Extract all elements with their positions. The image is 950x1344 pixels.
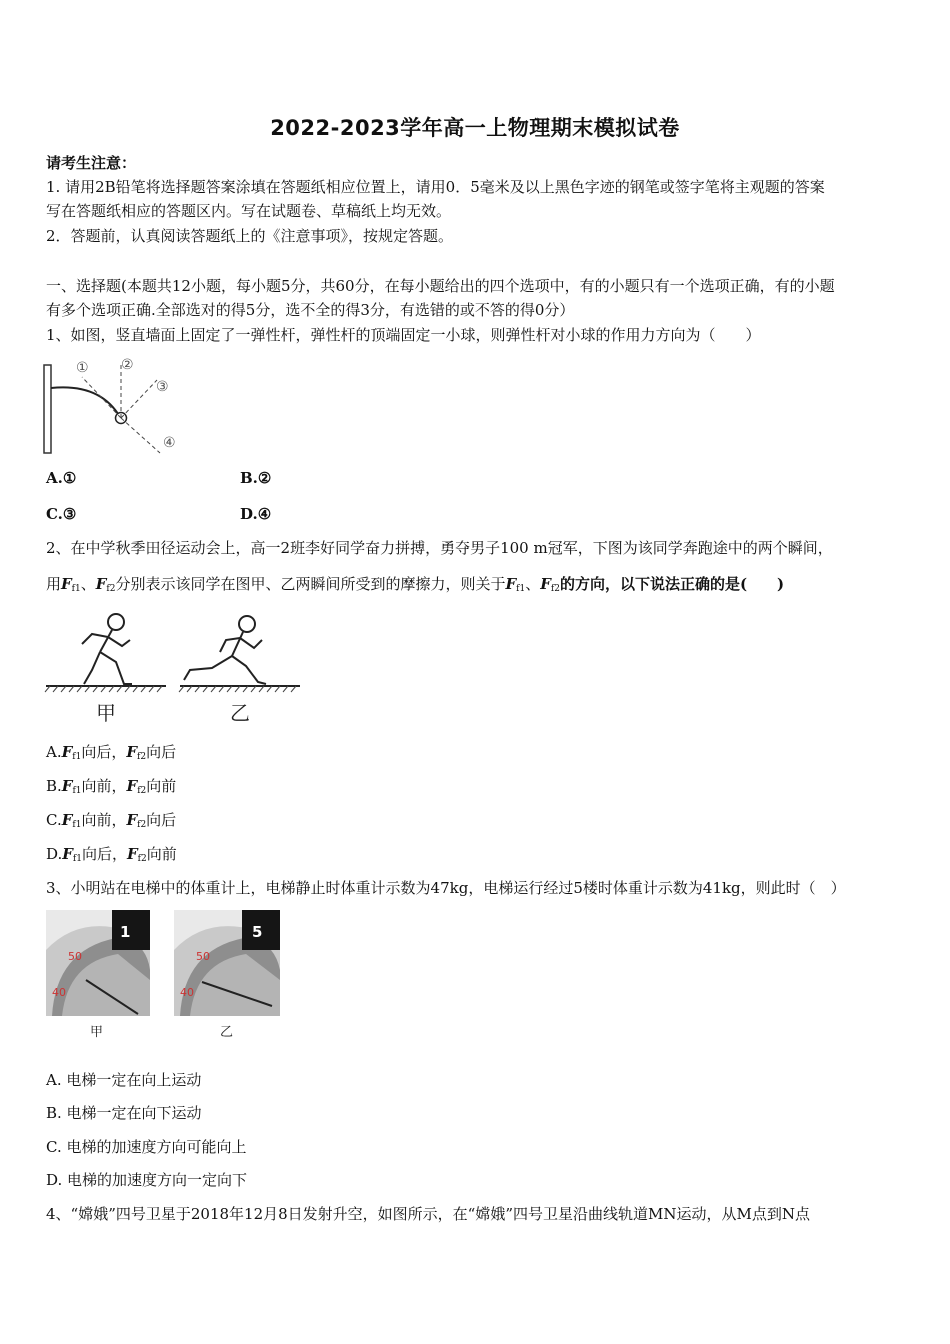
q2-option-a[interactable]: $A.F_{f1}$向后，$F_{f2}$向后 <box>46 743 177 762</box>
q3-option-b[interactable]: B. 电梯一定在向下运动 <box>46 1104 202 1122</box>
label-3: ③ <box>156 379 169 395</box>
notice-item: 1. 请用2B铅笔将选择题答案涂填在答题纸相应位置上，请用0．5毫米及以上黑色字迹的钢笔或签字笔将主观题的答案 <box>46 178 825 196</box>
notice-heading: 请考生注意： <box>46 154 137 172</box>
floor-display-1: 1 <box>120 923 131 941</box>
section-header: 有多个选项正确.全部选对的得5分，选不全的得3分，有选错的或不答的得0分） <box>46 301 575 319</box>
q1-figure <box>40 355 200 460</box>
panel-label-yi: 乙 <box>220 1025 234 1040</box>
q1-stem: 1、如图，竖直墙面上固定了一弹性杆，弹性杆的顶端固定一小球，则弹性杆对小球的作用力方向为（ ） <box>46 326 761 344</box>
fig-label-yi: 乙 <box>230 701 250 725</box>
q4-stem: 4、“嫦娥”四号卫星于2018年12月8日发射升空，如图所示，在“嫦娥”四号卫星沿曲线轨道MN运动，从M点到N点 <box>46 1205 810 1223</box>
q3-option-a[interactable]: A. 电梯一定在向上运动 <box>46 1071 202 1089</box>
svg-text:40: 40 <box>180 986 194 999</box>
q1-option-b[interactable]: B.② <box>240 469 272 487</box>
svg-text:40: 40 <box>52 986 66 999</box>
svg-text:50: 50 <box>196 950 210 963</box>
notice-item: 2．答题前，认真阅读答题纸上的《注意事项》，按规定答题。 <box>46 227 454 245</box>
q1-option-d[interactable]: D.④ <box>240 505 272 523</box>
label-4: ④ <box>163 435 176 451</box>
q1-option-a[interactable]: A.① <box>46 469 77 487</box>
section-header: 一、选择题(本题共12小题，每小题5分，共60分，在每小题给出的四个选项中，有的小题只有一个选项正确，有的小题 <box>46 277 835 295</box>
label-1: ① <box>76 360 89 376</box>
q2-option-b[interactable]: $B.F_{f1}$向前，$F_{f2}$向前 <box>46 777 177 796</box>
q2-figure <box>44 610 304 730</box>
page-title: 2022-2023学年高一上物理期末模拟试卷 <box>270 116 680 140</box>
q3-option-c[interactable]: C. 电梯的加速度方向可能向上 <box>46 1138 247 1156</box>
q3-option-d[interactable]: D. 电梯的加速度方向一定向下 <box>46 1171 248 1189</box>
label-2: ② <box>121 357 134 373</box>
q3-figure <box>46 910 286 1045</box>
notice-item: 写在答题纸相应的答题区内。写在试题卷、草稿纸上均无效。 <box>46 202 452 220</box>
floor-display-5: 5 <box>252 923 263 941</box>
q2-option-d[interactable]: $D.F_{f1}$向后，$F_{f2}$向前 <box>46 845 177 864</box>
fig-label-jia: 甲 <box>96 701 116 725</box>
q3-stem: 3、小明站在电梯中的体重计上，电梯静止时体重计示数为47kg，电梯运行经过5楼时体重计示数为41kg，则此时（ ） <box>46 879 846 897</box>
q2-stem-line2: 用$F_{f1}$、$F_{f2}$分别表示该同学在图甲、乙两瞬间所受到的摩擦力，则关于$F_{f1}$、$F_{f2}$的方向，以下说法正确的是( ) <box>46 575 785 594</box>
q2-option-c[interactable]: $C.F_{f1}$向前，$F_{f2}$向后 <box>46 811 177 830</box>
panel-label-jia: 甲 <box>90 1025 104 1040</box>
q1-option-c[interactable]: C.③ <box>46 505 77 523</box>
svg-text:50: 50 <box>68 950 82 963</box>
q2-stem: 2、在中学秋季田径运动会上，高一2班李好同学奋力拼搏，勇夺男子100 m冠军，下图为该同学奔跑途中的两个瞬间， <box>46 539 833 557</box>
